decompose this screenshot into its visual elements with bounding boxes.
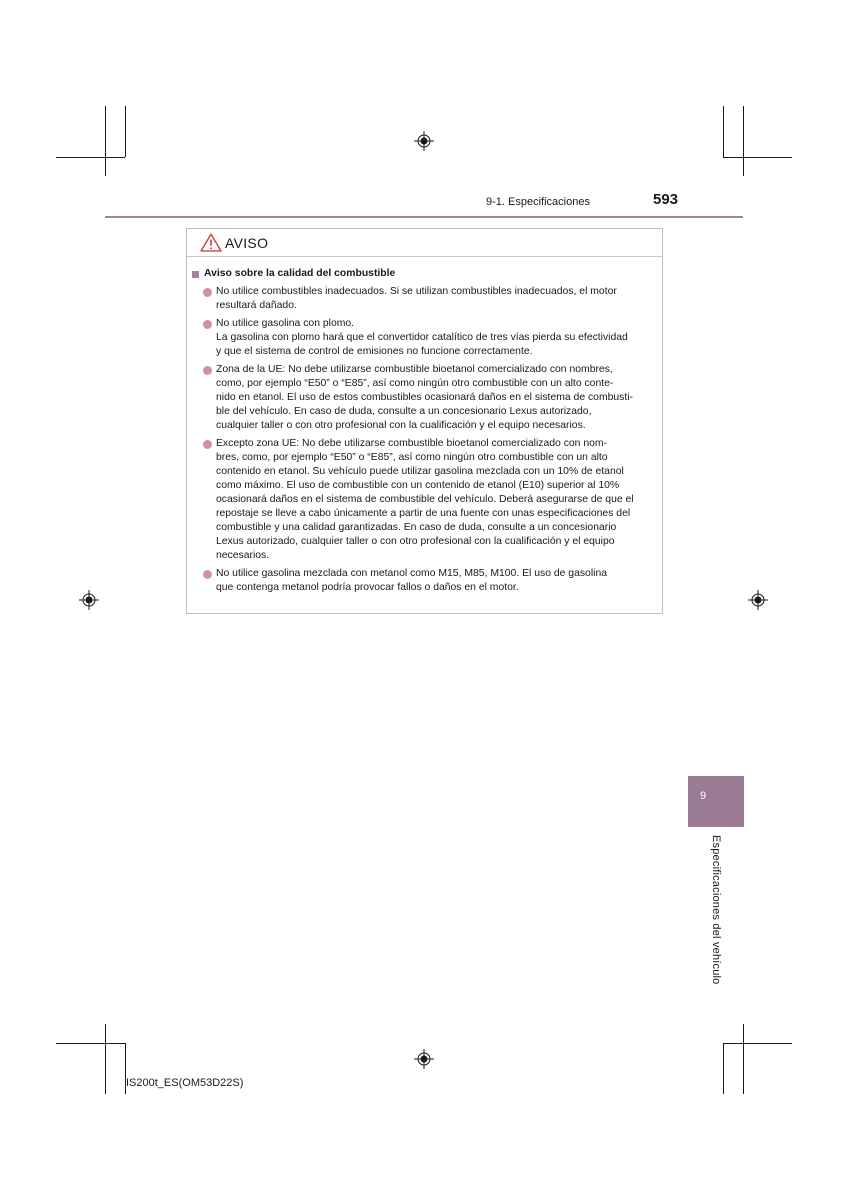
list-item xyxy=(191,567,658,595)
page-number: 593 xyxy=(653,191,679,208)
crop-mark xyxy=(723,157,792,158)
crop-mark xyxy=(56,1043,125,1044)
notice-subheading xyxy=(191,267,658,281)
list-item xyxy=(191,285,658,313)
chapter-tab-number: 9 xyxy=(700,790,707,802)
bullet-dot-icon xyxy=(203,320,212,329)
crop-mark xyxy=(723,1043,724,1094)
warning-triangle-icon xyxy=(200,233,222,252)
list-item-text: No utilice gasolina mezclada con metanol como M15, M85, M100. El uso de gasolina que contenga metanol podría provocar fallos o daños en el motor. xyxy=(216,568,608,593)
list-item-text: Zona de la UE: No debe utilizarse combustible bioetanol comercializado con nombres, como, por ejemplo “E50” o “E85”, así como ningún otro combustible con un alto conte- nido en etanol. El uso de estos combustibles ocasionará daños en el sistema de combusti- ble del vehículo. En caso de duda, consulte a un concesionario Lexus autorizado, cualquier taller o con otro profesional con la cualificación y el equipo necesarios. xyxy=(216,364,634,431)
notice-subheading-text: Aviso sobre la calidad del combustible xyxy=(204,268,396,279)
header-rule xyxy=(105,216,743,218)
list-item-text: No utilice gasolina con plomo. La gasolina con plomo hará que el convertidor catalítico de tres vías pierda su efectividad y que el sistema de control de emisiones no funcione correctamente. xyxy=(216,318,628,357)
crop-mark xyxy=(105,106,106,176)
notice-header xyxy=(187,229,662,257)
registration-mark-icon xyxy=(79,590,99,610)
list-item xyxy=(191,363,658,433)
crop-mark xyxy=(723,106,724,157)
crop-mark xyxy=(56,157,125,158)
chapter-tab xyxy=(688,776,744,827)
warning-notice-box xyxy=(186,228,663,614)
notice-body xyxy=(187,257,662,595)
document-code: IS200t_ES(OM53D22S) xyxy=(126,1077,244,1089)
list-item-text: Excepto zona UE: No debe utilizarse combustible bioetanol comercializado con nom- bres, como, por ejemplo “E50” o “E85”, así como ningún otro combustible con un alto contenido en etanol. Su vehículo puede utilizar gasolina mezclada con un 10% de etanol como máximo. El uso de combustible con un contenido de etanol (E10) superior al 10% ocasionará daños en el sistema de combustible del vehículo. Deberá asegurarse de que el repostaje se lleve a cabo únicamente a partir de una fuente con unas especificaciones del combustible y una calidad garantizadas. En caso de duda, consulte a un concesionario Lexus autorizado, cualquier taller o con otro profesional con la cualificación y el equipo necesarios. xyxy=(216,438,634,561)
list-item xyxy=(191,437,658,563)
crop-mark xyxy=(743,106,744,176)
chapter-tab-label: Especificaciones del vehículo xyxy=(710,835,722,985)
registration-mark-icon xyxy=(414,131,434,151)
list-item xyxy=(191,317,658,359)
registration-mark-icon xyxy=(748,590,768,610)
notice-title: AVISO xyxy=(225,234,269,251)
crop-mark xyxy=(105,1024,106,1094)
crop-mark xyxy=(723,1043,792,1044)
bullet-dot-icon xyxy=(203,440,212,449)
bullet-dot-icon xyxy=(203,366,212,375)
list-item-text: No utilice combustibles inadecuados. Si se utilizan combustibles inadecuados, el motor resultará dañado. xyxy=(216,286,617,311)
registration-mark-icon xyxy=(414,1049,434,1069)
crop-mark xyxy=(125,106,126,157)
square-bullet-icon xyxy=(192,271,199,278)
crop-mark xyxy=(743,1024,744,1094)
section-title: 9-1. Especificaciones xyxy=(486,196,590,208)
bullet-dot-icon xyxy=(203,288,212,297)
bullet-dot-icon xyxy=(203,570,212,579)
